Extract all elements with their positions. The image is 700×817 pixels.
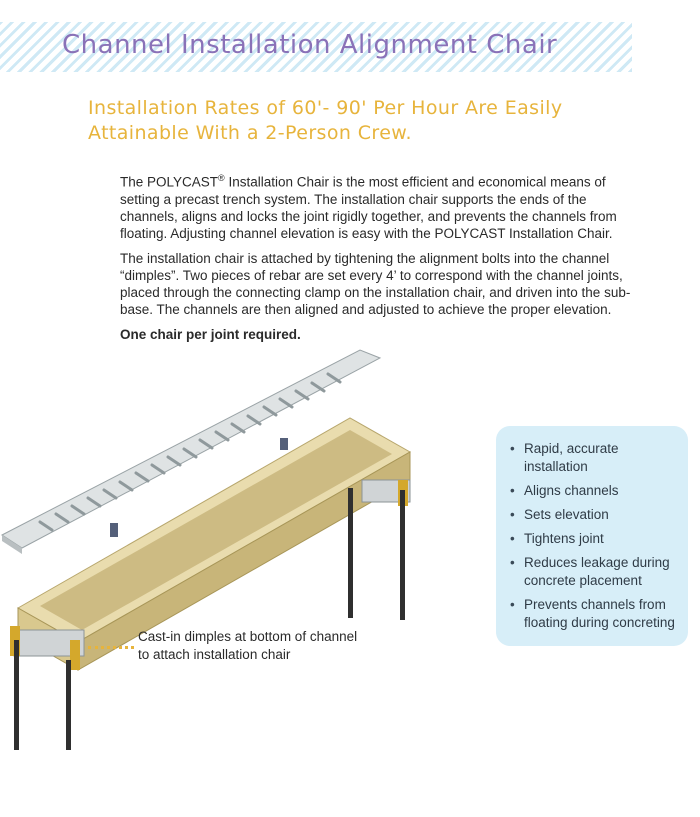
features-list [496, 426, 688, 632]
feature-item: • Reduces leakage during concrete placement [510, 554, 678, 590]
paragraph-2: The installation chair is attached by tightening the alignment bolts into the channel “dimples”. Two pieces of rebar are set every 4’ to correspond with the channel joints, placed through the connecting clamp on the installation chair, and driven into the sub-base. The channels are then aligned and adjusted to achieve the proper elevation. [120, 250, 631, 317]
callout-text [138, 628, 357, 664]
feature-item: • Aligns channels [510, 482, 678, 500]
chair-left [10, 626, 84, 750]
feature-item: • Sets elevation [510, 506, 678, 524]
features-panel [496, 426, 688, 646]
requirement-note: One chair per joint required. [120, 326, 301, 342]
feature-item: • Tightens joint [510, 530, 678, 548]
callout-leader [88, 646, 134, 649]
callout-line-1: Cast-in dimples at bottom of channel [138, 629, 358, 644]
page-title: Channel Installation Alignment Chair [62, 30, 558, 60]
registered-mark: ® [218, 173, 225, 183]
feature-item: • Prevents channels from floating during concreting [510, 596, 678, 632]
feature-item: • Rapid, accurate installation [510, 440, 678, 476]
body-text [120, 170, 640, 351]
subheading: Installation Rates of 60'- 90' Per Hour Are Easily Attainable With a 2-Person Crew. [88, 97, 563, 144]
brand-name: The POLYCAST [120, 174, 219, 190]
callout-line-2: to attach installation chair [138, 647, 291, 662]
paragraph-1 [120, 170, 640, 242]
paragraph-1-text: Installation Chair is the most efficient and economical means of setting a precast trench system. The installation chair supports the ends of the channels, aligns and locks the joint rigidly together, and prevents the channels from floating. Adjusting channel elevation is easy with the POLYCAST Installation Chair. [120, 174, 617, 241]
